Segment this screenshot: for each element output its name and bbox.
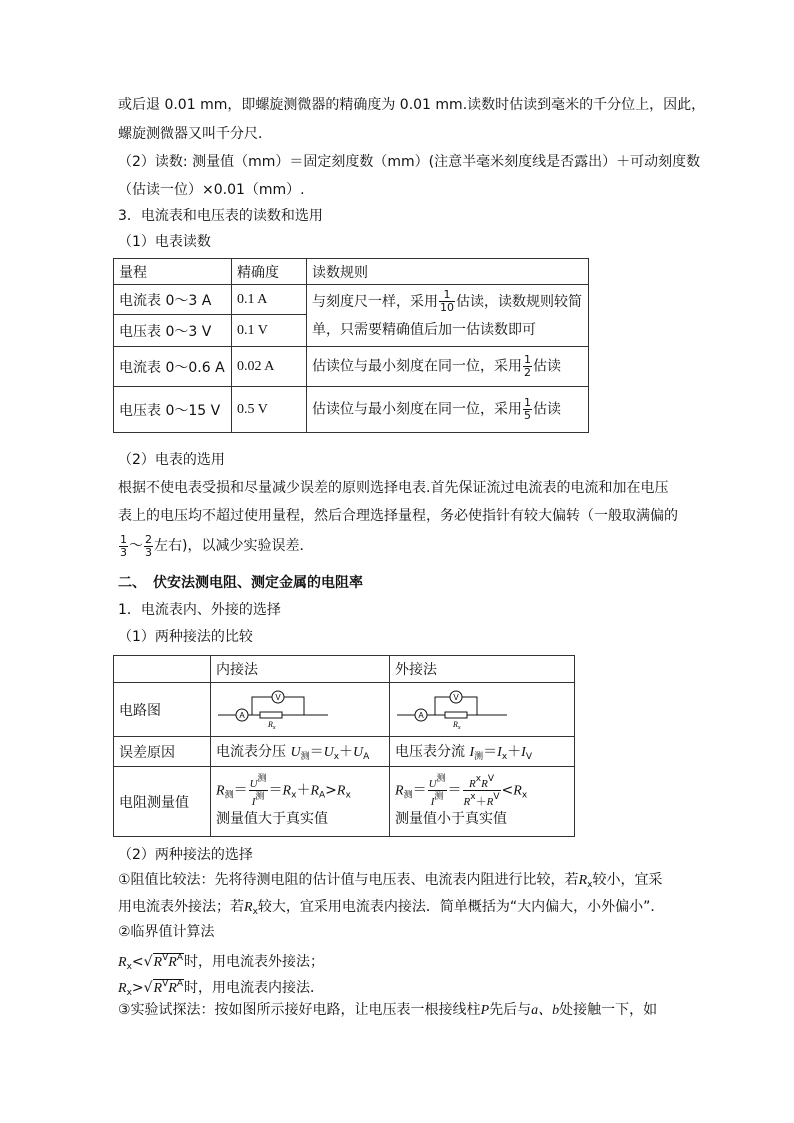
inner-connection-circuit-diagram xyxy=(216,687,356,729)
meter-reading-table xyxy=(113,258,589,433)
outer-connection-circuit-diagram xyxy=(395,687,535,729)
paragraph-line-1: 或后退 0.01 mm，即螺旋测微器的精确度为 0.01 mm.读数时估读到毫米的千分位上，因此， xyxy=(118,97,706,113)
svg-text:V: V xyxy=(275,692,281,702)
svg-text:A: A xyxy=(418,710,424,720)
svg-text:V: V xyxy=(453,692,459,702)
range-cell: 电压表 0～3 V xyxy=(114,315,232,347)
svg-text:Rx: $R_x$ xyxy=(268,719,276,729)
rule-cell-1: 与刻度尺一样，采用 $\frac{1}{10}$ 估读，读数规则较简 单，只需要精确值后加一估读数即可 xyxy=(307,285,589,347)
method-2-line-1: $R_x<√R^VR^A$时，用电流表外接法； xyxy=(118,953,325,972)
inner-measured-cell: $R_测=$ $\frac{U^测}{I^测}$ $=R_x+R_A>R_x$ 测量值大于真实值 xyxy=(211,767,390,837)
range-cell: 电流表 0～0.6 A xyxy=(114,347,232,387)
method-2-line-2: $R_x>√R^VR^A$时，用电流表内接法． xyxy=(118,979,325,998)
paragraph-line-3: （2）读数: 测量值（mm）＝固定刻度数（mm）(注意半毫米刻度线是否露出）＋可动刻度数 xyxy=(118,154,701,170)
subheading-selection: （2）两种接法的选择 xyxy=(118,847,253,863)
paragraph-line-4: （估读一位）×0.01（mm）. xyxy=(118,182,305,198)
selection-line-1: 根据不使电表受损和尽量减少误差的原则选择电表.首先保证流过电流表的电流和加在电压 xyxy=(118,480,669,496)
precision-cell: 0.1 V xyxy=(232,315,307,347)
precision-cell: 0.5 V xyxy=(232,387,307,433)
section-title-meters: 3．电流表和电压表的读数和选用 xyxy=(118,208,323,224)
inner-formula: $R_测=$ $\frac{U^测}{I^测}$ $=R_x+R_A>R_x$ xyxy=(216,774,351,808)
inner-error-cell: 电流表分压 $U_测=U_x+U_A$ xyxy=(211,737,390,767)
range-cell: 电流表 0～3 A xyxy=(114,285,232,315)
outer-circuit-cell xyxy=(390,683,575,737)
precision-cell: 0.1 A xyxy=(232,285,307,315)
subsection-title-selection: （2）电表的选用 xyxy=(118,452,225,468)
heading-voltammetry: 二、 伏安法测电阻、测定金属的电阻率 xyxy=(118,575,363,591)
rule-cell-3: 估读位与最小刻度在同一位，采用 $\frac{1}{5}$ 估读 xyxy=(307,387,589,433)
subheading-comparison: （1）两种接法的比较 xyxy=(118,629,253,645)
selection-line-2: 表上的电压均不超过使用量程，然后合理选择量程，务必使指针有较大偏转（一般取满偏的 xyxy=(118,508,678,524)
resistor-symbol xyxy=(445,712,467,718)
header-range: 量程 xyxy=(114,259,232,285)
outer-error-cell: 电压表分流 $I_测=I_x+I_V$ xyxy=(390,737,575,767)
outer-measured-cell: $R_测=$ $\frac{U^测}{I^测}$ ＝ $\frac{R^xR^V}{R^x+R^V}$ $<R_x$ 测量值小于真实值 xyxy=(390,767,575,837)
connection-comparison-table xyxy=(113,655,575,837)
row-label-measured: 电阻测量值 xyxy=(114,767,211,837)
method-1-line-1: ①阻值比较法：先将待测电阻的估计值与电压表、电流表内阻进行比较，若$R_x$较小，宜采 xyxy=(118,872,663,890)
method-1-line-2: 用电流表外接法；若$R_x$较大，宜采用电流表内接法．简单概括为“大内偏大，小外偏小”． xyxy=(118,899,665,917)
paragraph-line-2: 螺旋测微器又叫千分尺． xyxy=(118,126,272,142)
inner-circuit-cell xyxy=(211,683,390,737)
header-inner: 内接法 xyxy=(211,656,390,683)
range-cell: 电压表 0～15 V xyxy=(114,387,232,433)
outer-formula: $R_测=$ $\frac{U^测}{I^测}$ ＝ $\frac{R^xR^V}{R^x+R^V}$ $<R_x$ xyxy=(395,774,528,808)
method-2-title: ②临界值计算法 xyxy=(118,924,215,940)
row-label-circuit: 电路图 xyxy=(114,683,211,737)
rule-cell-2: 估读位与最小刻度在同一位，采用 $\frac{1}{2}$ 估读 xyxy=(307,347,589,387)
selection-line-3: $\frac{1}{3}$ ～ $\frac{2}{3}$ 左右)，以减少实验误差． xyxy=(120,532,314,559)
header-outer: 外接法 xyxy=(390,656,575,683)
header-rule: 读数规则 xyxy=(307,259,589,285)
subsection-title-reading: （1）电表读数 xyxy=(118,234,211,250)
svg-text:A: A xyxy=(239,710,245,720)
method-3-line: ③实验试探法：按如图所示接好电路，让电压表一根接线柱P先后与a、b处接触一下，如 xyxy=(118,1002,658,1018)
header-precision: 精确度 xyxy=(232,259,307,285)
row-label-error: 误差原因 xyxy=(114,737,211,767)
precision-cell: 0.02 A xyxy=(232,347,307,387)
resistor-symbol xyxy=(260,712,282,718)
subheading-inner-outer: 1．电流表内、外接的选择 xyxy=(118,602,281,618)
svg-text:Rx: $R_x$ xyxy=(453,719,461,729)
